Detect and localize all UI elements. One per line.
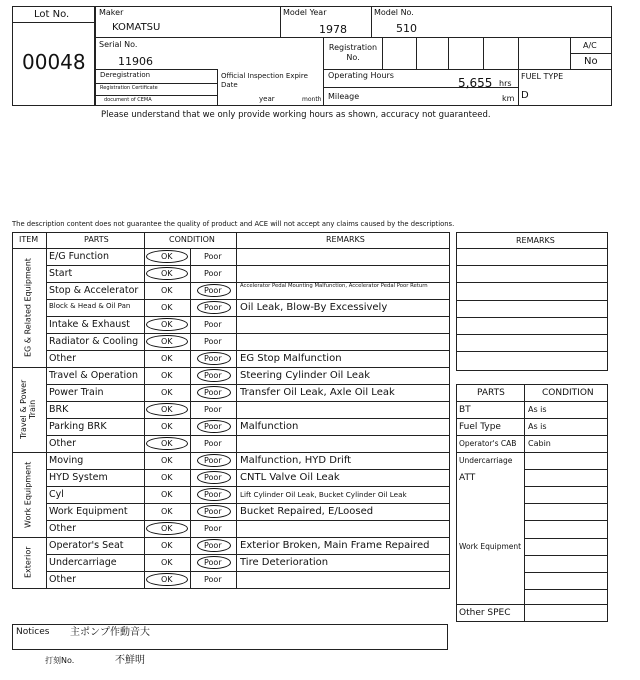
fuel-type-label: FUEL TYPE [521,72,564,81]
model-year-value: 1978 [319,23,347,36]
spec-part: Other SPEC [459,608,511,618]
serial-value: 11906 [118,55,153,68]
condition-circle [197,369,231,382]
group-label: Exterior [23,546,33,579]
spec-condition: As is [528,422,547,431]
part-name: Work Equipment [49,506,128,517]
condition-circle [197,539,231,552]
remark-text: Malfunction [240,421,299,432]
part-name: Other [49,353,76,364]
operating-hours-value: 5,655 [458,76,493,90]
right-remarks-header: REMARKS [516,236,555,245]
spec-part: Operator's CAB [459,439,517,448]
ok-option: OK [161,541,173,550]
ok-option: OK [161,558,173,567]
group-label: Work Equipment [23,461,33,528]
part-name: Stop & Accelerator [49,285,139,296]
part-name: Parking BRK [49,421,107,432]
poor-option: Poor [204,541,222,550]
inspection-label: Official Inspection Expire Date [221,72,308,89]
poor-option: Poor [204,422,222,431]
ok-option: OK [161,371,173,380]
spec-part: Fuel Type [459,422,501,432]
condition-circle [197,284,231,297]
poor-option: Poor [204,524,222,533]
maker-label: Maker [99,8,124,17]
stamp-value: 不鮮明 [115,655,145,666]
poor-option: Poor [204,371,222,380]
poor-option: Poor [204,252,222,261]
condition-circle [146,437,188,450]
poor-option: Poor [204,473,222,482]
part-name: Intake & Exhaust [49,319,130,330]
ok-option: OK [161,422,173,431]
part-name: BRK [49,404,69,415]
remark-text: Bucket Repaired, E/Loosed [240,506,374,517]
condition-circle [197,386,231,399]
year-label: year [259,95,275,103]
ok-option: OK [161,354,173,363]
ok-option: OK [161,575,173,584]
part-name: E/G Function [49,251,109,262]
part-name: Moving [49,455,84,466]
stamp-label: 打刻No. [45,656,75,665]
remark-text: Lift Cylinder Oil Leak, Bucket Cylinder Oil Leak [240,490,407,499]
spec-part: BT [459,405,471,415]
spec-part: Undercarriage [459,456,513,465]
group-label: Travel & Power Train [19,379,37,440]
registration-label: Registration No. [328,43,378,62]
remark-text: Malfunction, HYD Drift [240,455,352,466]
condition-circle [146,318,188,331]
operating-hours-label: Operating Hours [328,71,394,80]
part-name: Other [49,574,76,585]
part-name: Block & Head & Oil Pan [49,302,131,310]
poor-option: Poor [204,388,222,397]
condition-circle [197,420,231,433]
poor-option: Poor [204,405,222,414]
ok-option: OK [161,286,173,295]
poor-option: Poor [204,575,222,584]
part-name: Cyl [49,489,64,500]
part-name: Operator's Seat [49,540,124,551]
parts-header: PARTS [84,235,109,244]
month-label: month [302,96,322,103]
poor-option: Poor [204,269,222,278]
ok-option: OK [161,337,173,346]
condition-circle [197,352,231,365]
ok-option: OK [161,473,173,482]
part-name: Travel & Operation [49,370,138,381]
km-label: km [502,94,515,103]
ok-option: OK [161,507,173,516]
condition-circle [197,556,231,569]
ok-option: OK [161,252,173,261]
hrs-label: hrs [499,79,512,88]
condition-circle [197,505,231,518]
group-label: EG & Related Equipment [23,258,33,357]
notices-value: 主ポンプ作動音大 [70,627,150,638]
condition-circle [146,573,188,586]
part-name: HYD System [49,472,108,483]
condition-circle [146,250,188,263]
remark-text: Accelerator Pedal Mounting Malfunction, Accelerator Pedal Poor Return [240,283,428,289]
condition-circle [146,335,188,348]
remark-text: Transfer Oil Leak, Axle Oil Leak [240,387,395,398]
condition-circle [146,403,188,416]
spec-part: Work Equipment [459,542,522,551]
part-name: Undercarriage [49,557,117,568]
ok-option: OK [161,490,173,499]
ok-option: OK [161,388,173,397]
ok-option: OK [161,456,173,465]
part-name: Other [49,523,76,534]
part-name: Start [49,268,73,279]
poor-option: Poor [204,456,222,465]
poor-option: Poor [204,286,222,295]
deregistration-label: Deregistration [100,71,151,79]
model-no-label: Model No. [374,8,414,17]
spec-condition: Cabin [528,439,551,448]
poor-option: Poor [204,490,222,499]
spec-condition-header: CONDITION [542,388,594,398]
poor-option: Poor [204,320,222,329]
remark-text: Oil Leak, Blow-By Excessively [240,302,388,313]
poor-option: Poor [204,354,222,363]
item-header: ITEM [19,235,39,244]
ok-option: OK [161,524,173,533]
remark-text: Exterior Broken, Main Frame Repaired [240,540,430,551]
poor-option: Poor [204,507,222,516]
lot-number: 00048 [22,50,86,74]
ok-option: OK [161,269,173,278]
poor-option: Poor [204,303,222,312]
ok-option: OK [161,320,173,329]
fuel-type-value: D [521,90,529,101]
condition-circle [197,454,231,467]
ok-option: OK [161,439,173,448]
mileage-label: Mileage [328,92,360,101]
cema-label: document of CEMA [104,97,152,103]
condition-circle [146,522,188,535]
part-name: Radiator & Cooling [49,336,139,347]
registration-certificate-label: Registration Certificate [100,85,158,91]
poor-option: Poor [204,337,222,346]
part-name: Power Train [49,387,104,398]
condition-circle [146,267,188,280]
condition-circle [197,301,231,314]
serial-label: Serial No. [99,40,138,49]
spec-condition: As is [528,405,547,414]
remarks-header: REMARKS [326,235,365,244]
accuracy-notice: Please understand that we only provide working hours as shown, accuracy not guaranteed. [101,110,491,120]
remark-text: Steering Cylinder Oil Leak [240,370,370,381]
notices-label: Notices [16,627,50,637]
condition-circle [197,471,231,484]
lot-label: Lot No. [34,9,70,20]
condition-circle [197,488,231,501]
ac-value: No [584,56,598,67]
ok-option: OK [161,405,173,414]
part-name: Other [49,438,76,449]
maker-value: KOMATSU [112,22,161,33]
spec-part: ATT [459,473,476,483]
ac-label: A/C [583,41,597,50]
remark-text: CNTL Valve Oil Leak [240,472,340,483]
remark-text: Tire Deterioration [240,557,329,568]
disclaimer: The description content does not guarantee the quality of product and ACE will not accept any claims caused by the descriptions. [12,220,455,228]
poor-option: Poor [204,558,222,567]
ok-option: OK [161,303,173,312]
model-no-value: 510 [396,22,417,35]
poor-option: Poor [204,439,222,448]
condition-header: CONDITION [169,235,215,244]
model-year-label: Model Year [283,8,327,17]
spec-parts-header: PARTS [477,388,505,398]
remark-text: EG Stop Malfunction [240,353,342,364]
